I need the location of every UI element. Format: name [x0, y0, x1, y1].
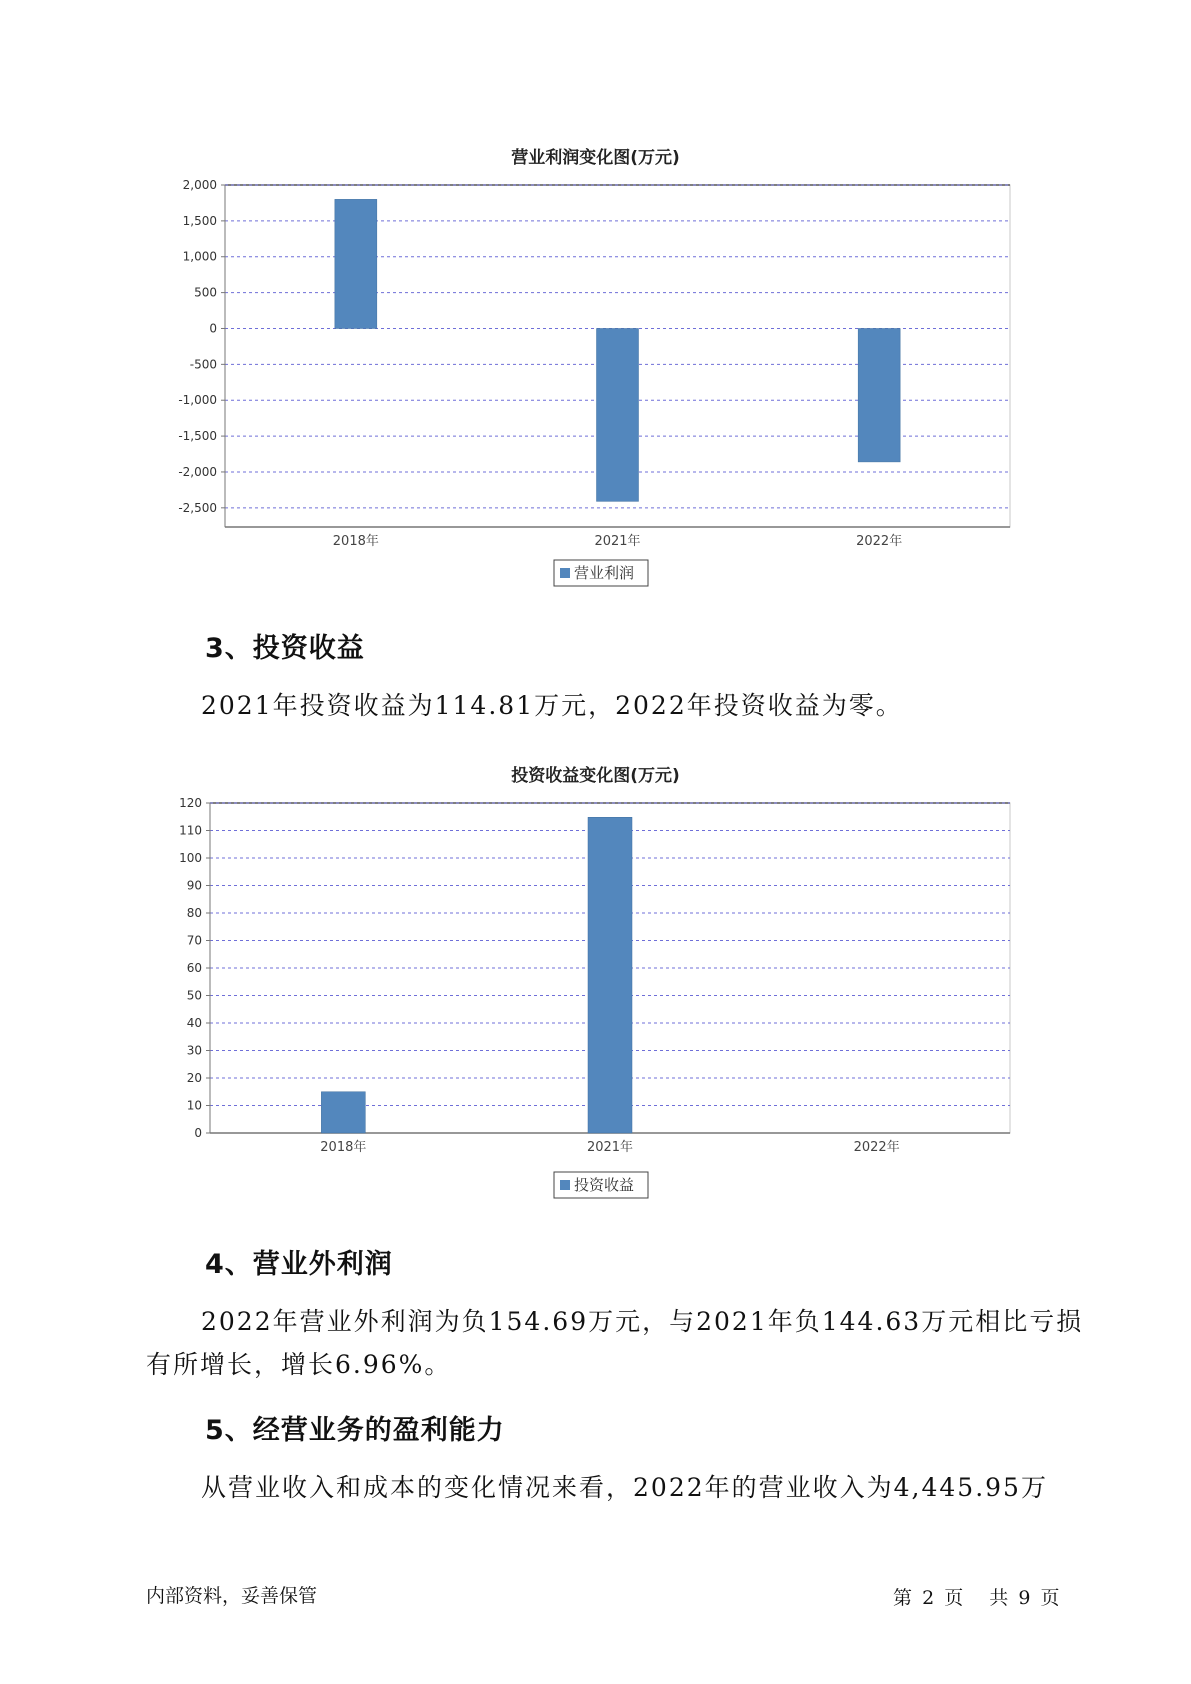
y-tick-label: -1,500 [178, 429, 217, 444]
footer-total-number: 9 [1018, 1587, 1031, 1609]
bar [597, 328, 639, 501]
footer-page-number: 2 [922, 1587, 935, 1609]
x-tick-label: 2022年 [853, 1140, 900, 1155]
y-tick-label: 100 [179, 851, 202, 865]
y-tick-label: 2,000 [182, 178, 217, 192]
x-tick-label: 2018年 [320, 1140, 367, 1155]
bar [588, 817, 632, 1133]
y-tick-label: 60 [186, 961, 202, 975]
legend-swatch [560, 1180, 570, 1190]
section3-text: 2021年投资收益为114.81万元，2022年投资收益为零。 [201, 691, 903, 720]
y-tick-label: 0 [194, 1126, 202, 1140]
legend-label: 营业利润 [574, 564, 635, 582]
footer-page-mid: 页 [944, 1587, 964, 1609]
footer-total-suffix: 页 [1040, 1587, 1060, 1609]
bar [858, 328, 900, 461]
x-tick-label: 2022年 [856, 534, 903, 549]
section4-heading: 4、营业外利润 [205, 1249, 393, 1280]
chart2-investment-income [0, 795, 1191, 1215]
y-tick-label: 90 [186, 878, 202, 893]
legend [554, 1172, 648, 1198]
x-tick-label: 2018年 [332, 534, 379, 549]
y-tick-label: 1,500 [182, 213, 217, 228]
x-tick-label: 2021年 [586, 1140, 634, 1155]
bar [335, 199, 377, 328]
y-tick-label: 10 [186, 1098, 202, 1113]
bar [321, 1092, 365, 1133]
y-tick-label: -1,000 [178, 393, 217, 408]
y-tick-label: 20 [186, 1071, 202, 1085]
y-tick-label: 120 [179, 796, 202, 810]
y-tick-label: -500 [189, 357, 217, 372]
y-tick-label: 30 [186, 1043, 202, 1058]
y-tick-label: 70 [186, 933, 202, 948]
legend-swatch [560, 568, 570, 578]
section5-heading: 5、经营业务的盈利能力 [205, 1415, 505, 1446]
footer-confidential: 内部资料，妥善保管 [146, 1585, 318, 1607]
chart1-operating-profit [0, 170, 1191, 590]
y-tick-label: 50 [186, 988, 202, 1003]
footer-page-info [893, 1583, 1063, 1610]
section4-line2: 有所增长，增长6.96%。 [146, 1350, 452, 1379]
legend-label: 投资收益 [574, 1176, 635, 1194]
y-tick-label: -2,000 [178, 464, 217, 479]
legend [554, 560, 648, 586]
section5-text: 从营业收入和成本的变化情况来看，2022年的营业收入为4,445.95万 [201, 1473, 1048, 1502]
section3-heading: 3、投资收益 [205, 633, 365, 664]
y-tick-label: -2,500 [178, 500, 217, 515]
chart2-title: 投资收益变化图(万元) [511, 766, 680, 786]
chart1-title: 营业利润变化图(万元) [511, 148, 680, 168]
y-tick-label: 80 [186, 906, 202, 920]
y-tick-label: 1,000 [182, 249, 217, 264]
footer-page-prefix: 第 [893, 1587, 913, 1609]
y-tick-label: 500 [194, 285, 217, 300]
x-tick-label: 2021年 [594, 534, 641, 549]
y-tick-label: 0 [209, 321, 217, 336]
footer-total-prefix: 共 [989, 1587, 1009, 1609]
y-tick-label: 110 [179, 823, 202, 838]
y-tick-label: 40 [186, 1016, 202, 1030]
section4-line1: 2022年营业外利润为负154.69万元，与2021年负144.63万元相比亏损 [201, 1307, 1084, 1336]
